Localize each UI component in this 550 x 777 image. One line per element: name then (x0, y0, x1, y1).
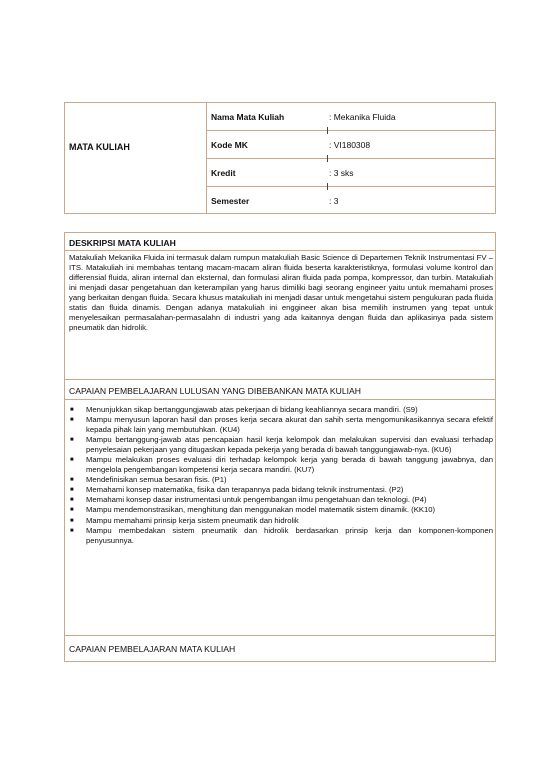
list-item (69, 526, 493, 546)
graduate-outcomes-list (69, 405, 493, 546)
list-item-text: Mampu bertanggung-jawab atas pencapaian hasil kerja kelompok dan melakukan supervisi dan evaluasi terhadap penyelesaian pekerjaan yang ditugaskan kepada pekerja yang berada di bawah tanggungjawab-nya. (KU6) (86, 435, 493, 455)
list-item (69, 415, 493, 435)
list-item (69, 505, 493, 515)
info-label: Kode MK (211, 140, 248, 150)
bullet-icon: ■ (70, 487, 74, 494)
list-item-text: Mampu membedakan sistem pneumatik dan hidrolik berdasarkan prinsip kerja dan komponen-komponen penyusunnya. (86, 525, 493, 545)
course-detail-box (64, 232, 496, 662)
bullet-icon: ■ (70, 517, 74, 524)
list-item-text: Mampu mendemonstrasikan, menghitung dan menggunakan model matematik sistem dinamik. (KK10) (86, 505, 436, 515)
list-item-text: Mampu melakukan proses evaluasi diri terhadap kelompok kerja yang berada di bawah tanggung jawabnya, dan mengelola pengembangan kompetensi kerja secara mandiri. (KU7) (86, 455, 493, 475)
list-item-text: Mampu memahami prinsip kerja sistem pneumatik dan hidrolik (86, 515, 299, 525)
bullet-icon: ■ (70, 437, 74, 444)
bullet-icon: ■ (70, 457, 74, 464)
info-value: : 3 sks (329, 168, 354, 178)
list-item-text: Memahami konsep matematika, fisika dan terapannya pada bidang teknik instrumentasi. (P2) (86, 485, 404, 495)
course-outcomes-heading: CAPAIAN PEMBELAJARAN MATA KULIAH (69, 644, 236, 654)
info-label: Nama Mata Kuliah (211, 112, 285, 122)
graduate-outcomes-heading: CAPAIAN PEMBELAJARAN LULUSAN YANG DIBEBANKAN MATA KULIAH (65, 380, 495, 400)
bullet-icon: ■ (70, 507, 74, 514)
list-item-text: Memahami konsep dasar instrumentasi untuk pengembangan ilmu pengetahuan dan teknologi. (P4) (86, 495, 427, 505)
description-heading: DESKRIPSI MATA KULIAH (65, 233, 495, 251)
info-row-course-code (207, 131, 495, 159)
info-label: Kredit (211, 168, 236, 178)
divider-tick (327, 183, 328, 190)
list-item-text: Mampu menyusun laporan hasil dan proses kerja secara akurat dan sahih serta mengomunikasikannya secara efektif kepada pihak lain yang membutuhkan. (KU4) (86, 415, 493, 435)
bullet-icon: ■ (70, 527, 74, 534)
info-row-semester (207, 187, 495, 215)
list-item-text: Mendefinisikan semua besaran fisis. (P1) (86, 475, 227, 485)
info-value: : 3 (329, 196, 339, 206)
info-value: : VI180308 (329, 140, 371, 150)
info-value: : Mekanika Fluida (329, 112, 396, 122)
list-item (69, 495, 493, 505)
list-item (69, 516, 493, 526)
list-item (69, 405, 493, 415)
divider-tick (327, 155, 328, 162)
list-item (69, 435, 493, 455)
list-item (69, 455, 493, 475)
description-text: Matakuliah Mekanika Fluida ini termasuk dalam rumpun matakuliah Basic Science di Departemen Teknik Instrumentasi FV –ITS. Matakuliah ini membahas tentang macam-macam aliran fluida beserta karakteristiknya, formulasi volume kontrol dan differensial fluida, aliran internal dan eksternal, dan formulasi aliran fluida pada pompa, kompressor, dan turbin. Matakuliah ini menjadi dasar pengetahuan dan keterampilan yang harus dimiliki bagi seorang engineer yaitu untuk memahami proses yang berkaitan dengan fluida. Secara khusus matakuliah ini menjadi dasar untuk mengetahui sistem pengukuran pada fluida statis dan fluida dinamis. Dengan adanya matakuliah ini enggineer akan bisa memilih instrumen yang tepat untuk menyelesaikan permasalahan-permasalahn di industri yang ada kaitannya dengan fluida dan aplikasinya pada sistem pneumatik dan hidrolik. (69, 253, 493, 333)
list-item (69, 475, 493, 485)
info-label: Semester (211, 196, 250, 206)
divider-tick (327, 127, 328, 134)
course-info-table (64, 102, 496, 214)
course-info-title: MATA KULIAH (69, 142, 130, 152)
bullet-icon: ■ (70, 477, 74, 484)
bullet-icon: ■ (70, 497, 74, 504)
list-item (69, 485, 493, 495)
bullet-icon: ■ (70, 417, 74, 424)
info-row-credit (207, 159, 495, 187)
list-item-text: Menunjukkan sikap bertanggungjawab atas pekerjaan di bidang keahliannya secara mandiri. (S9) (86, 405, 418, 414)
bullet-icon: ■ (70, 407, 74, 413)
course-info-title-cell (65, 103, 207, 213)
info-row-course-name (207, 103, 495, 131)
